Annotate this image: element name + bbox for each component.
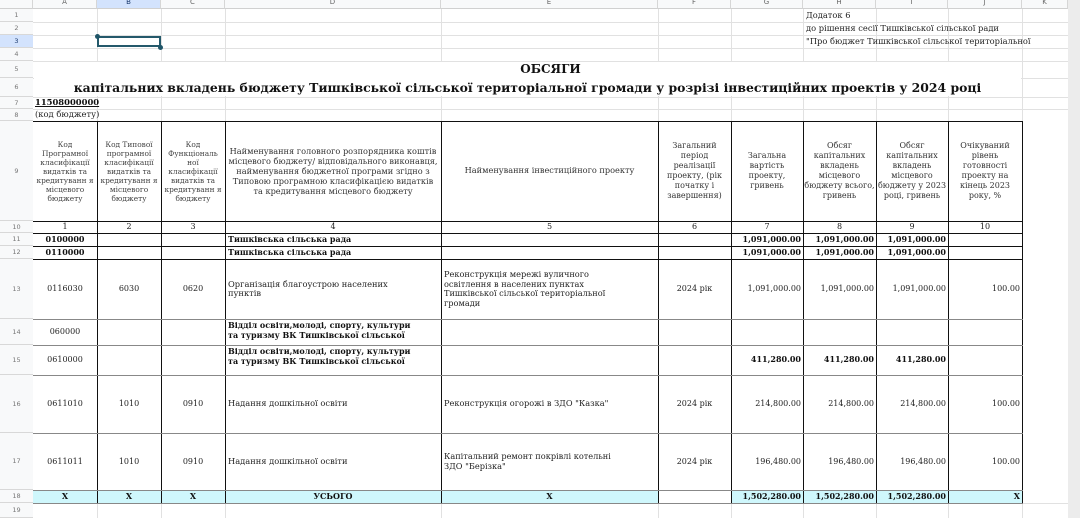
table-border xyxy=(97,121,98,503)
header-number: 10 xyxy=(979,222,991,232)
cell-capital-all[interactable]: 1,091,000.00 xyxy=(820,284,874,294)
cell-readiness[interactable]: 100.00 xyxy=(992,399,1020,409)
budget-code-label: (код бюджету) xyxy=(35,109,100,120)
annex-line-1: Додаток 6 xyxy=(806,9,851,20)
budget-code-value: 11508000000 xyxy=(35,97,100,108)
column-header-k[interactable]: K xyxy=(1022,0,1068,9)
cell-total[interactable]: 411,280.00 xyxy=(750,354,801,365)
cell-total[interactable]: 1,091,000.00 xyxy=(747,284,801,294)
table-border xyxy=(33,221,1023,222)
cell-capital-year[interactable]: 214,800.00 xyxy=(900,399,946,409)
cell-capital-year[interactable]: 1,091,000.00 xyxy=(892,284,946,294)
column-header-b[interactable]: B xyxy=(97,0,161,9)
row-header-14[interactable]: 14 xyxy=(0,319,33,345)
column-header-g[interactable]: G xyxy=(731,0,803,9)
header-capital-year: Обсяг капітальних вкладень місцевого бюджету у 2023 році, гривень xyxy=(877,141,947,200)
total-cell-capital-year[interactable]: 1,502,280.00 xyxy=(887,490,946,501)
column-header-h[interactable]: H xyxy=(803,0,876,9)
total-cell-typical[interactable]: X xyxy=(125,490,133,501)
row-header-5[interactable]: 5 xyxy=(0,61,33,78)
vertical-scrollbar[interactable] xyxy=(1068,0,1080,518)
cell-project[interactable]: Реконструкція огорожі в ЗДО "Казка" xyxy=(444,398,609,409)
cell-name[interactable]: Відділ освіти,молоді, спорту, культури та туризму ВК Тишківської сільської xyxy=(228,320,411,340)
row-header-2[interactable]: 2 xyxy=(0,22,33,35)
table-border xyxy=(33,233,1023,234)
header-capital-all: Обсяг капітальних вкладень місцевого бюджету всього, гривень xyxy=(804,141,875,200)
total-cell-name[interactable]: УСЬОГО xyxy=(313,490,353,501)
table-border xyxy=(33,503,1023,504)
cell-capital-all[interactable]: 1,091,000.00 xyxy=(815,246,874,257)
cell-functional[interactable]: 0620 xyxy=(182,284,204,294)
total-cell-capital-all[interactable]: 1,502,280.00 xyxy=(815,490,874,501)
row-header-17[interactable]: 17 xyxy=(0,433,33,490)
selection-handle-bottom-right[interactable] xyxy=(158,45,163,50)
row-header-10[interactable]: 10 xyxy=(0,221,33,233)
corner-select-all[interactable] xyxy=(0,0,33,9)
gridline xyxy=(33,97,1068,98)
row-header-4[interactable]: 4 xyxy=(0,48,33,61)
header-number: 8 xyxy=(836,222,843,232)
table-border xyxy=(33,246,1023,247)
header-number: 2 xyxy=(126,222,132,232)
cell-name[interactable]: Надання дошкільної освіти xyxy=(228,455,348,466)
table-border xyxy=(225,121,226,503)
column-header-f[interactable]: F xyxy=(658,0,731,9)
cell-code[interactable]: 0611011 xyxy=(47,456,83,466)
annex-line-2: до рішення сесії Тишківської сільської ради xyxy=(806,22,999,33)
header-functional-code: Код Функціональ ної класифікації видатків та кредитуванн я бюджету xyxy=(164,139,222,203)
total-cell-code[interactable]: X xyxy=(61,490,69,501)
table-border xyxy=(33,319,1023,320)
cell-project[interactable]: Капітальний ремонт покрівлі котельні ЗДО "Берізка" xyxy=(444,451,611,471)
table-border xyxy=(33,433,1023,434)
table-border xyxy=(658,121,659,503)
row-header-19[interactable]: 19 xyxy=(0,503,33,518)
total-cell-functional[interactable]: X xyxy=(189,490,197,501)
total-cell-period[interactable] xyxy=(658,490,731,503)
cell-functional[interactable]: 0910 xyxy=(182,456,204,466)
cell-code[interactable]: 0611010 xyxy=(47,399,83,409)
table-border xyxy=(803,121,804,503)
cell-typical[interactable]: 1010 xyxy=(118,456,140,466)
column-header-e[interactable]: E xyxy=(441,0,658,9)
title-subheading: капітальних вкладень бюджету Тишківської сільської територіальної громади у розрізі інвестиційних проектів у 2024 році xyxy=(73,79,982,95)
header-total-cost: Загальна вартість проекту, гривень xyxy=(747,151,787,190)
row-header-7[interactable]: 7 xyxy=(0,97,33,109)
cell-name[interactable]: Організація благоустрою населених пунктів xyxy=(228,278,388,298)
row-header-9[interactable]: 9 xyxy=(0,121,33,221)
table-border xyxy=(161,121,162,503)
header-number: 9 xyxy=(909,222,915,232)
column-header-d[interactable]: D xyxy=(225,0,441,9)
cell-period[interactable]: 2024 рік xyxy=(676,284,713,294)
cell-capital-year[interactable]: 411,280.00 xyxy=(895,354,946,365)
header-typical-code: Код Типової програмної класифікації видатків та кредитуванн я місцевого бюджету xyxy=(100,139,158,203)
selection-handle-top-left[interactable] xyxy=(95,34,100,39)
table-border xyxy=(33,121,1023,122)
cell-code[interactable]: 0116030 xyxy=(47,284,83,294)
cell-total[interactable]: 1,091,000.00 xyxy=(742,246,801,257)
table-border xyxy=(1022,121,1023,503)
cell-capital-year[interactable]: 1,091,000.00 xyxy=(887,233,946,244)
cell-capital-year[interactable]: 1,091,000.00 xyxy=(887,246,946,257)
header-period: Загальний період реалізації проекту, (рік початку і завершення) xyxy=(666,141,723,200)
header-readiness: Очікуваний рівень готовності проекту на кінець 2023 року, % xyxy=(959,141,1011,200)
row-header-1[interactable]: 1 xyxy=(0,9,33,22)
header-manager-name: Найменування головного розпорядника коштів місцевого бюджету/ відповідального виконавця, найменування бюджетної програми згідно з Типовою програмною класифікацією видатків та кредитування місцевого бюджету xyxy=(228,146,438,196)
cell-capital-all[interactable]: 411,280.00 xyxy=(823,354,874,365)
cell-project[interactable]: Реконструкція мережі вуличного освітлення в населених пунктах Тишківської сільської територіальної громади xyxy=(444,269,606,308)
title-heading: ОБСЯГИ xyxy=(520,61,581,76)
cell-functional[interactable]: 0910 xyxy=(182,399,204,409)
header-number: 5 xyxy=(546,222,553,232)
budget-code xyxy=(33,97,133,109)
table-border xyxy=(731,121,732,503)
cell-period[interactable]: 2024 рік xyxy=(676,399,713,409)
table-border xyxy=(948,121,949,503)
cell-capital-year[interactable]: 196,480.00 xyxy=(900,456,946,466)
table-border xyxy=(33,259,1023,260)
row-header-11[interactable]: 11 xyxy=(0,233,33,246)
cell-name[interactable]: Надання дошкільної освіти xyxy=(228,398,348,409)
header-number: 1 xyxy=(62,222,68,232)
cell-typical[interactable]: 1010 xyxy=(118,399,140,409)
header-program-code: Код Програмної класифікації видатків та кредитуванн я місцевого бюджету xyxy=(36,139,94,203)
row-header-16[interactable]: 16 xyxy=(0,375,33,433)
cell-code[interactable]: 0110000 xyxy=(45,246,85,257)
header-number: 4 xyxy=(330,222,336,232)
cell-selection-b3[interactable] xyxy=(97,36,161,47)
table-border xyxy=(33,345,1023,346)
cell-total[interactable]: 214,800.00 xyxy=(755,399,801,409)
row-header-3[interactable]: 3 xyxy=(0,35,33,48)
gridline xyxy=(33,109,1068,110)
column-header-i[interactable]: I xyxy=(876,0,948,9)
cell-capital-all[interactable]: 214,800.00 xyxy=(828,399,874,409)
row-header-6[interactable]: 6 xyxy=(0,78,33,97)
header-number: 6 xyxy=(691,222,698,232)
cell-capital-all[interactable]: 1,091,000.00 xyxy=(815,233,874,244)
row-header-13[interactable]: 13 xyxy=(0,259,33,319)
table-border xyxy=(441,121,442,503)
cell-name[interactable]: Відділ освіти,молоді, спорту, культури та туризму ВК Тишківської сільської xyxy=(228,346,411,366)
cell-name[interactable]: Тишківська сільська рада xyxy=(228,233,352,244)
total-cell-project[interactable]: X xyxy=(546,490,553,501)
row-header-12[interactable]: 12 xyxy=(0,246,33,259)
cell-name[interactable]: Тишківська сільська рада xyxy=(228,246,352,257)
header-project-name: Найменування інвестиційного проекту xyxy=(464,165,635,176)
cell-code[interactable]: 0100000 xyxy=(45,233,85,244)
annex-line-3: "Про бюджет Тишківської сільської територіальної xyxy=(806,35,1031,46)
column-header-a[interactable]: A xyxy=(33,0,97,9)
table-border xyxy=(33,375,1023,376)
row-header-15[interactable]: 15 xyxy=(0,345,33,375)
cell-code[interactable]: 0610000 xyxy=(47,355,83,365)
table-border xyxy=(876,121,877,503)
cell-period[interactable]: 2024 рік xyxy=(676,456,713,466)
gridline xyxy=(33,48,1068,49)
cell-readiness[interactable]: 100.00 xyxy=(992,284,1020,294)
cell-total[interactable]: 196,480.00 xyxy=(755,456,801,466)
cell-total[interactable]: 1,091,000.00 xyxy=(742,233,801,244)
total-cell-total[interactable]: 1,502,280.00 xyxy=(742,490,801,501)
row-header-18[interactable]: 18 xyxy=(0,490,33,503)
header-number: 7 xyxy=(764,222,770,232)
table-border xyxy=(33,490,1023,491)
cell-code[interactable]: 060000 xyxy=(49,327,81,337)
cell-typical[interactable]: 6030 xyxy=(118,284,140,294)
total-cell-readiness[interactable]: X xyxy=(1013,490,1020,501)
cell-capital-all[interactable]: 196,480.00 xyxy=(828,456,874,466)
header-number: 3 xyxy=(190,222,196,232)
column-header-c[interactable]: C xyxy=(161,0,225,9)
column-header-j[interactable]: J xyxy=(948,0,1022,9)
cell-readiness[interactable]: 100.00 xyxy=(992,456,1020,466)
row-header-8[interactable]: 8 xyxy=(0,109,33,121)
